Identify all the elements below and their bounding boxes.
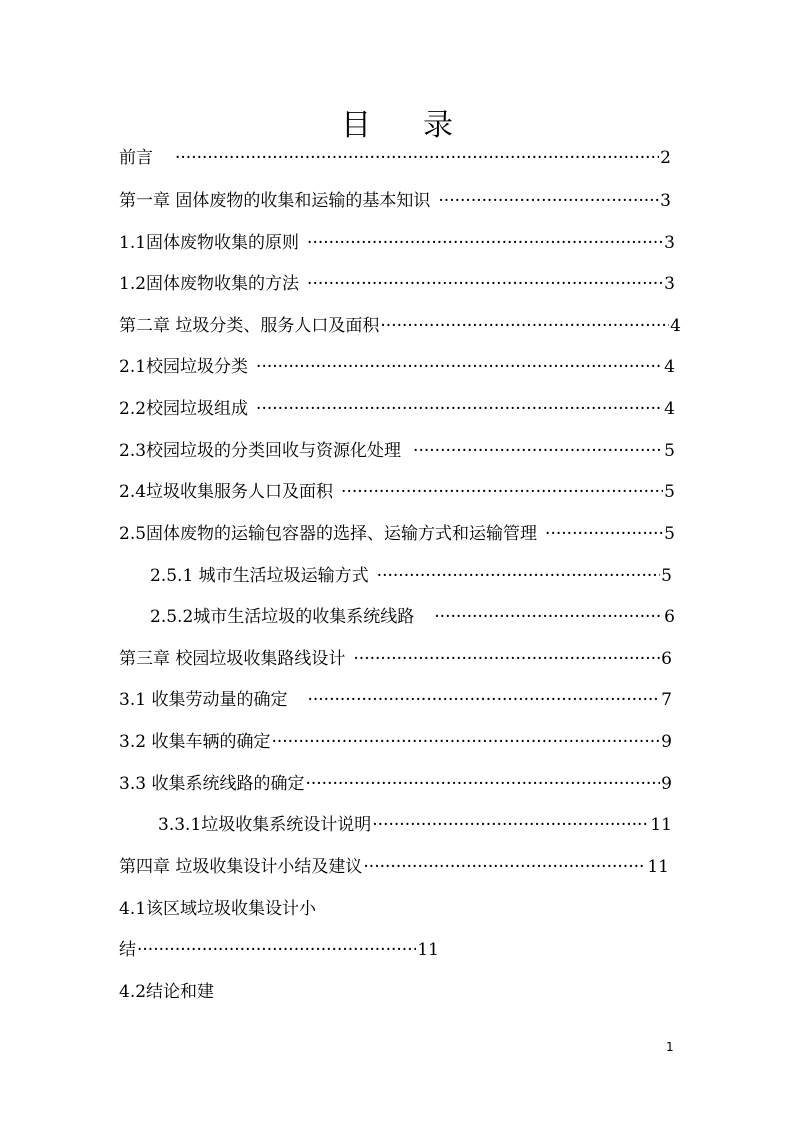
toc-entry-page: 3 — [664, 274, 675, 294]
dot-leader — [434, 602, 663, 632]
dot-leader — [413, 436, 663, 466]
toc-entry-label: 前言 — [119, 148, 153, 168]
toc-entry-page: 5 — [664, 524, 675, 544]
dot-leader — [363, 852, 646, 882]
toc-entry-label: 第四章 垃圾收集设计小结及建议 — [119, 857, 363, 877]
toc-entry-page: 11 — [647, 857, 669, 877]
toc-entry-3-2[interactable] — [119, 727, 672, 757]
dot-leader — [137, 935, 416, 965]
dot-leader — [545, 519, 663, 549]
toc-entry-4-1-line-2[interactable] — [119, 935, 439, 965]
toc-entry-page: 4 — [664, 357, 675, 377]
toc-entry-label: 2.5.2城市生活垃圾的收集系统线路 — [150, 607, 415, 627]
toc-entry-label: 2.2校园垃圾组成 — [119, 399, 249, 419]
toc-entry-page: 11 — [417, 940, 439, 960]
toc-entry-label: 2.5.1 城市生活垃圾运输方式 — [150, 566, 369, 586]
toc-entry-2-4[interactable] — [119, 477, 675, 507]
dot-leader — [256, 352, 663, 382]
dot-leader — [372, 810, 649, 840]
toc-entry-page: 9 — [661, 774, 672, 794]
toc-entry-label: 2.3校园垃圾的分类回收与资源化处理 — [119, 441, 402, 461]
toc-entry-2-2[interactable] — [119, 394, 675, 424]
dot-leader — [175, 143, 659, 173]
toc-entry-chapter-4[interactable] — [119, 852, 669, 882]
toc-entry-1-2[interactable] — [119, 269, 675, 299]
dot-leader — [341, 477, 663, 507]
dot-leader — [307, 269, 663, 299]
toc-entry-2-3[interactable] — [119, 436, 675, 466]
dot-leader — [377, 561, 661, 591]
toc-entry-label: 3.3 收集系统线路的确定 — [119, 774, 305, 794]
toc-entry-2-5[interactable] — [119, 519, 675, 549]
toc-entry-page: 5 — [664, 441, 675, 461]
toc-entry-label: 3.3.1垃圾收集系统设计说明 — [158, 815, 372, 835]
toc-entry-label: 3.2 收集车辆的确定 — [119, 732, 271, 752]
toc-entry-label: 2.4垃圾收集服务人口及面积 — [119, 482, 334, 502]
toc-entry-chapter-2[interactable] — [119, 311, 681, 341]
dot-leader — [380, 311, 669, 341]
toc-title-char-2: 录 — [423, 108, 453, 143]
page-number: 1 — [666, 1040, 674, 1054]
toc-entry-2-1[interactable] — [119, 352, 675, 382]
toc-entry-page: 6 — [664, 607, 675, 627]
toc-entry-label: 第三章 校园垃圾收集路线设计 — [119, 649, 346, 669]
toc-entry-page: 2 — [660, 148, 671, 168]
dot-leader — [271, 727, 660, 757]
toc-entry-page: 11 — [650, 815, 672, 835]
toc-title — [0, 100, 794, 144]
dot-leader — [256, 394, 663, 424]
toc-entry-label: 1.2固体废物收集的方法 — [119, 274, 300, 294]
toc-entry-3-1[interactable] — [119, 685, 672, 715]
dot-leader — [307, 228, 663, 258]
toc-entry-3-3-1[interactable] — [158, 810, 672, 840]
toc-entry-label: 结 — [119, 940, 136, 960]
toc-entry-chapter-1[interactable] — [119, 186, 671, 216]
toc-entry-preface[interactable] — [119, 143, 671, 173]
toc-entry-label: 2.1校园垃圾分类 — [119, 357, 249, 377]
toc-entry-1-1[interactable] — [119, 228, 675, 258]
toc-entry-page: 7 — [661, 690, 672, 710]
toc-entry-4-2[interactable]: 4.2结论和建 — [119, 982, 215, 1002]
toc-entry-chapter-3[interactable] — [119, 644, 672, 674]
toc-entry-label: 第二章 垃圾分类、服务人口及面积 — [119, 316, 380, 336]
dot-leader — [438, 186, 659, 216]
dot-leader — [353, 644, 660, 674]
toc-entry-4-1-line-1[interactable]: 4.1该区域垃圾收集设计小 — [119, 899, 317, 919]
toc-entry-2-5-1[interactable] — [150, 561, 672, 591]
dot-leader — [305, 769, 660, 799]
toc-entry-page: 3 — [664, 233, 675, 253]
toc-entry-label: 3.1 收集劳动量的确定 — [119, 690, 288, 710]
toc-entry-page: 6 — [661, 649, 672, 669]
toc-entry-page: 4 — [664, 399, 675, 419]
toc-title-char-1: 目 — [341, 108, 371, 143]
toc-entry-3-3[interactable] — [119, 769, 672, 799]
toc-entry-page: 3 — [660, 191, 671, 211]
toc-entry-page: 4 — [670, 316, 681, 336]
toc-entry-page: 5 — [661, 566, 672, 586]
toc-entry-label: 1.1固体废物收集的原则 — [119, 233, 300, 253]
toc-entry-page: 5 — [664, 482, 675, 502]
toc-entry-label: 第一章 固体废物的收集和运输的基本知识 — [119, 191, 431, 211]
dot-leader — [307, 685, 660, 715]
toc-entry-label: 2.5固体废物的运输包容器的选择、运输方式和运输管理 — [119, 524, 538, 544]
toc-entry-2-5-2[interactable] — [150, 602, 675, 632]
toc-entry-page: 9 — [661, 732, 672, 752]
